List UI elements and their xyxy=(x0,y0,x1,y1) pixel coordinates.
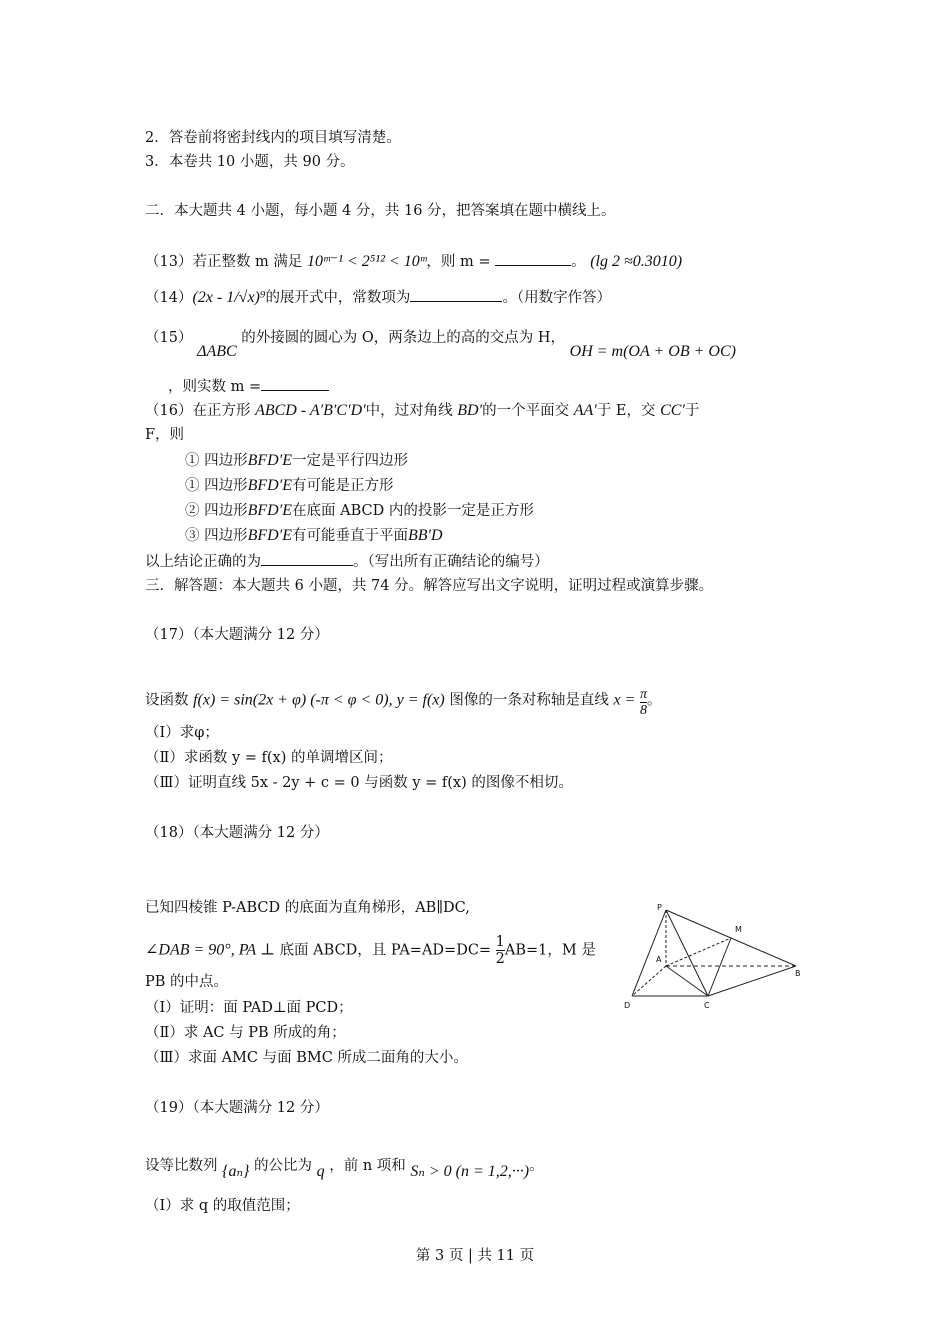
q19-stem-pre: 设等比数列 xyxy=(145,1158,218,1174)
q18-angle-condition: ∠DAB = 90°, PA ⊥ xyxy=(145,941,275,959)
q16-answer-blank xyxy=(261,551,353,566)
edge-ad xyxy=(632,966,666,996)
q18-part-1: （Ⅰ）证明：面 PAD⊥面 PCD； xyxy=(145,1000,353,1016)
q19-sum-condition: Sₙ > 0 (n = 1,2,···) xyxy=(410,1163,530,1180)
q16-edge-aa: AA′ xyxy=(573,402,597,419)
q18-stem-1: 已知四棱锥 P-ABCD 的底面为直角梯形，AB∥DC, xyxy=(145,900,470,916)
q16-item-3-mark: ② xyxy=(185,503,200,519)
q16-item-1-mark: ① xyxy=(185,453,200,469)
edge-cm xyxy=(708,938,731,996)
label-c: C xyxy=(704,1001,710,1010)
q16-item-4-post: 有可能垂直于平面 xyxy=(291,528,408,544)
q19-stem-post: 。 xyxy=(529,1158,544,1174)
section-3-heading: 三．解答题：本大题共 6 小题，共 74 分。解答应写出文字说明，证明过程或演算步骤。 xyxy=(145,578,714,594)
q16-item-2-quad: BFD′E xyxy=(247,477,292,494)
q16-conclusion-post: 。（写出所有正确结论的编号） xyxy=(353,554,549,570)
q16-item-2-pre: 四边形 xyxy=(204,478,248,494)
q16-item-2 xyxy=(185,476,393,496)
q18-fraction-num: 1 xyxy=(495,934,505,950)
q18-part-3: （Ⅲ）求面 AMC 与面 BMC 所成二面角的大小。 xyxy=(145,1050,468,1066)
q13-post: 。 xyxy=(571,254,586,270)
q17-fraction xyxy=(640,687,647,718)
q16-item-4-pre: 四边形 xyxy=(204,528,248,544)
q16-item-1-post: 一定是平行四边形 xyxy=(291,453,408,469)
q19-ratio: q xyxy=(316,1163,325,1180)
q16-item-3 xyxy=(185,501,534,521)
label-m: M xyxy=(735,925,742,934)
q18-fraction-den: 2 xyxy=(495,951,505,967)
q15-answer-blank xyxy=(261,376,329,391)
section-2-heading: 二．本大题共 4 小题，每小题 4 分，共 16 分，把答案填在题中横线上。 xyxy=(145,203,616,219)
question-15 xyxy=(145,328,736,360)
q16-mid: 中，过对角线 xyxy=(365,403,453,419)
q17-function: f(x) = sin(2x + φ) (-π < φ < 0), y = f(x) xyxy=(193,691,445,709)
q19-title: （19）（本大题满分 12 分） xyxy=(145,1100,329,1116)
q16-item-3-quad: BFD′E xyxy=(247,502,292,519)
q14-number: （14） xyxy=(145,290,193,306)
q17-part-3: （Ⅲ）证明直线 5x - 2y + c = 0 与函数 y = f(x) 的图像不相切。 xyxy=(145,775,573,791)
q16-item-4 xyxy=(185,526,443,546)
q13-number: （13） xyxy=(145,254,193,270)
q16-mid2: 的一个平面交 xyxy=(482,403,570,419)
q17-stem xyxy=(145,685,661,716)
note-3: 3．本卷共 10 小题，共 90 分。 xyxy=(145,154,355,170)
q18-title: （18）（本大题满分 12 分） xyxy=(145,825,329,841)
q16-item-2-mark: ① xyxy=(185,478,200,494)
q14-expression: (2x - 1/√x)⁹ xyxy=(192,289,266,306)
q16-conclusion-pre: 以上结论正确的为 xyxy=(145,554,261,570)
q16-mid3: 于 E，交 xyxy=(596,403,656,419)
q19-part-1: （Ⅰ）求 q 的取值范围； xyxy=(145,1198,300,1214)
q16-item-4-mark: ③ xyxy=(185,528,200,544)
label-b: B xyxy=(795,969,801,978)
q19-stem-mid: 的公比为 xyxy=(254,1158,312,1174)
question-13 xyxy=(145,251,682,272)
q18-stem-2 xyxy=(145,934,596,967)
q15-number: （15） xyxy=(145,330,193,346)
q14-answer-blank xyxy=(410,287,502,302)
q19-sequence: {aₙ} xyxy=(222,1163,250,1180)
q13-answer-blank xyxy=(495,251,571,266)
question-16 xyxy=(145,401,699,421)
label-d: D xyxy=(624,1001,631,1010)
q17-part-2: （Ⅱ）求函数 y = f(x) 的单调增区间； xyxy=(145,750,393,766)
q15-text: 的外接圆的圆心为 O，两条边上的高的交点为 H， xyxy=(241,330,566,346)
q16-cube: ABCD - A′B′C′D′ xyxy=(255,402,366,419)
q19-stem xyxy=(145,1156,544,1180)
q18-stem-2-post: AB=1，M 是 xyxy=(504,942,596,959)
q16-item-3-post: 在底面 ABCD 内的投影一定是正方形 xyxy=(291,503,534,519)
q13-text: 若正整数 m 满足 xyxy=(192,254,303,270)
note-2: 2．答卷前将密封线内的项目填写清楚。 xyxy=(145,130,401,146)
q18-fraction xyxy=(496,934,505,967)
q17-axis-x: x = xyxy=(613,691,636,709)
q16-item-1-quad: BFD′E xyxy=(247,452,292,469)
q15-vector-equation: OH = m(OA + OB + OC) xyxy=(569,343,736,360)
edge-pd xyxy=(632,910,666,996)
q19-stem-mid2: ，前 n 项和 xyxy=(329,1158,406,1174)
q16-item-1-pre: 四边形 xyxy=(204,453,248,469)
q16-diagonal: BD′ xyxy=(457,402,483,419)
q18-stem-3: PB 的中点。 xyxy=(145,974,229,990)
q17-title: （17）（本大题满分 12 分） xyxy=(145,627,329,643)
q16-edge-cc: CC′ xyxy=(660,402,685,419)
q16-line2: F，则 xyxy=(145,427,185,443)
q15-line2 xyxy=(168,376,329,397)
q13-inequality: 10ᵐ⁻¹ < 2⁵¹² < 10ᵐ xyxy=(307,253,427,270)
q18-stem-2-text: 底面 ABCD，且 PA=AD=DC= xyxy=(279,942,492,959)
q13-mid: ，则 m = xyxy=(426,254,491,270)
q16-item-2-post: 有可能是正方形 xyxy=(291,478,394,494)
q16-item-1 xyxy=(185,451,408,471)
q15-triangle: ΔABC xyxy=(197,343,237,360)
q17-stem-mid: 图像的一条对称轴是直线 xyxy=(449,692,609,709)
q15-line2-text: ，则实数 m = xyxy=(168,379,262,395)
q17-stem-pre: 设函数 xyxy=(145,692,189,709)
q16-post: 于 xyxy=(684,403,700,419)
q17-part-1: （Ⅰ）求φ； xyxy=(145,725,219,741)
q17-stem-post: 。 xyxy=(646,692,662,709)
q14-post: 。（用数字作答） xyxy=(502,290,612,306)
edge-cb xyxy=(708,966,796,996)
edge-ac xyxy=(666,966,708,996)
page-footer: 第 3 页 | 共 11 页 xyxy=(415,1248,535,1264)
q16-item-3-pre: 四边形 xyxy=(204,503,248,519)
q16-pre: 在正方形 xyxy=(192,403,251,419)
q16-item-4-plane: BB′D xyxy=(407,527,443,544)
question-14 xyxy=(145,287,611,308)
pyramid-figure xyxy=(618,898,808,1010)
q16-conclusion xyxy=(145,551,549,572)
q17-fraction-den: 8 xyxy=(639,703,647,718)
q16-item-4-quad: BFD′E xyxy=(247,527,292,544)
q17-fraction-num: π xyxy=(639,687,647,702)
label-a: A xyxy=(656,955,662,964)
label-p: P xyxy=(657,903,662,912)
q16-number: （16） xyxy=(145,403,193,419)
q13-hint: (lg 2 ≈0.3010) xyxy=(590,253,683,270)
edge-pc xyxy=(666,910,708,996)
q18-part-2: （Ⅱ）求 AC 与 PB 所成的角； xyxy=(145,1025,346,1041)
q14-mid: 的展开式中，常数项为 xyxy=(265,290,411,306)
